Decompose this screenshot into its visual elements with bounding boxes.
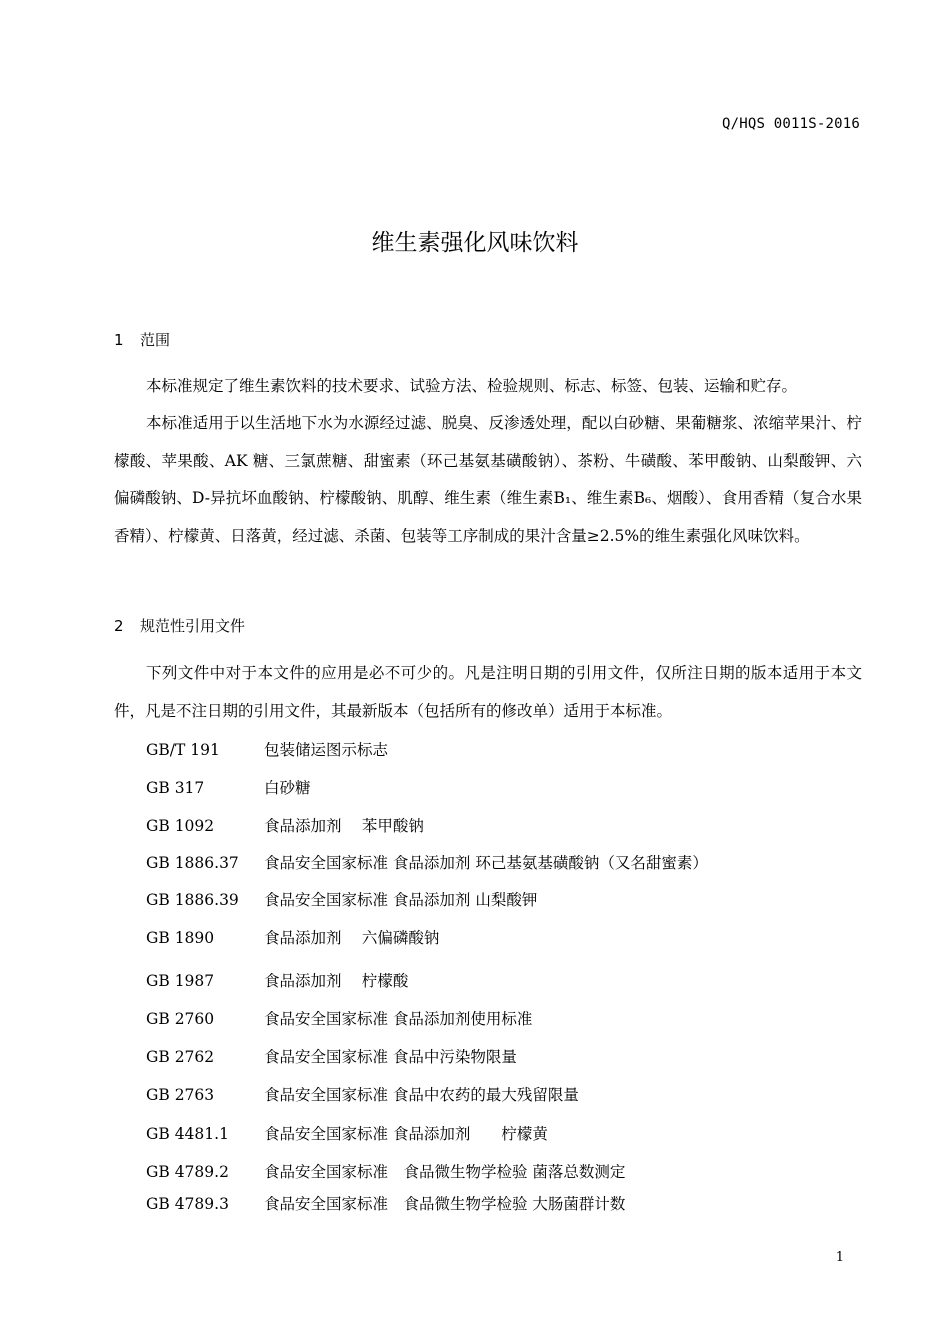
reference-item: [146, 814, 424, 836]
reference-code: GB 2763: [146, 1086, 215, 1104]
reference-code: GB 1987: [146, 972, 215, 990]
reference-title: 食品添加剂 苯甲酸钠: [264, 817, 424, 835]
reference-item: [146, 1160, 625, 1182]
reference-item: [146, 851, 708, 873]
scope-paragraph-2: 本标准适用于以生活地下水为水源经过滤、脱臭、反渗透处理，配以白砂糖、果葡糖浆、浓缩苹果汁、柠檬酸、苹果酸、AK 糖、三氯蔗糖、甜蜜素（环己基氨基磺酸钠）、茶粉、牛磺酸、苯甲酸钠、山梨酸钾、六偏磷酸钠、D-异抗坏血酸钠、柠檬酸钠、肌醇、维生素（维生素B₁、维生素B₆、烟酸）、食用香精（复合水果香精）、柠檬黄、日落黄，经过滤、杀菌、包装等工序制成的果汁含量≥2.5%的维生素强化风味饮料。: [114, 414, 862, 545]
reference-title: 食品安全国家标准 食品中污染物限量: [264, 1048, 517, 1066]
section-heading-normative-references: [114, 615, 245, 636]
reference-code: GB 4789.2: [146, 1163, 229, 1181]
reference-code: GB/T 191: [146, 741, 220, 759]
reference-item: [146, 888, 537, 910]
section-number: 1: [114, 331, 124, 349]
reference-code: GB 1886.39: [146, 891, 239, 909]
reference-title: 食品安全国家标准 食品添加剂使用标准: [264, 1010, 533, 1028]
reference-code: GB 4789.3: [146, 1195, 229, 1213]
reference-item: [146, 969, 408, 991]
standard-code: Q/HQS 0011S-2016: [721, 116, 860, 132]
reference-title: 白砂糖: [264, 779, 311, 797]
reference-item: [146, 1083, 579, 1105]
section-heading-scope: [114, 329, 170, 350]
reference-code: GB 4481.1: [146, 1125, 229, 1143]
reference-title: 包装储运图示标志: [264, 741, 389, 759]
reference-item: [146, 1045, 517, 1067]
section-title: 规范性引用文件: [140, 617, 246, 635]
reference-item: [146, 1122, 548, 1144]
reference-title: 食品安全国家标准 食品微生物学检验 菌落总数测定: [264, 1163, 626, 1181]
reference-title: 食品安全国家标准 食品添加剂 环己基氨基磺酸钠（又名甜蜜素）: [264, 854, 708, 872]
references-intro-paragraph: 下列文件中对于本文件的应用是必不可少的。凡是注明日期的引用文件，仅所注日期的版本适用于本文件，凡是不注日期的引用文件，其最新版本（包括所有的修改单）适用于本标准。: [114, 664, 862, 720]
scope-paragraph-1: 本标准规定了维生素饮料的技术要求、试验方法、检验规则、标志、标签、包装、运输和贮存。: [146, 377, 798, 395]
reference-code: GB 1886.37: [146, 854, 239, 872]
reference-title: 食品安全国家标准 食品中农药的最大残留限量: [264, 1086, 579, 1104]
page-number: 1: [835, 1250, 844, 1265]
reference-code: GB 2762: [146, 1048, 215, 1066]
reference-item: [146, 1007, 532, 1029]
reference-item: [146, 776, 311, 798]
reference-code: GB 1890: [146, 929, 215, 947]
reference-code: GB 1092: [146, 817, 215, 835]
reference-code: GB 317: [146, 779, 205, 797]
section-number: 2: [114, 617, 124, 635]
reference-title: 食品安全国家标准 食品添加剂 山梨酸钾: [264, 891, 538, 909]
reference-title: 食品添加剂 柠檬酸: [264, 972, 409, 990]
reference-item: [146, 1192, 625, 1214]
reference-title: 食品安全国家标准 食品添加剂 柠檬黄: [264, 1125, 548, 1143]
reference-title: 食品安全国家标准 食品微生物学检验 大肠菌群计数: [264, 1195, 626, 1213]
reference-item: [146, 926, 439, 948]
section-title: 范围: [140, 331, 171, 349]
document-title: 维生素强化风味饮料: [371, 230, 579, 256]
reference-item: [146, 738, 388, 760]
reference-code: GB 2760: [146, 1010, 215, 1028]
reference-title: 食品添加剂 六偏磷酸钠: [264, 929, 440, 947]
